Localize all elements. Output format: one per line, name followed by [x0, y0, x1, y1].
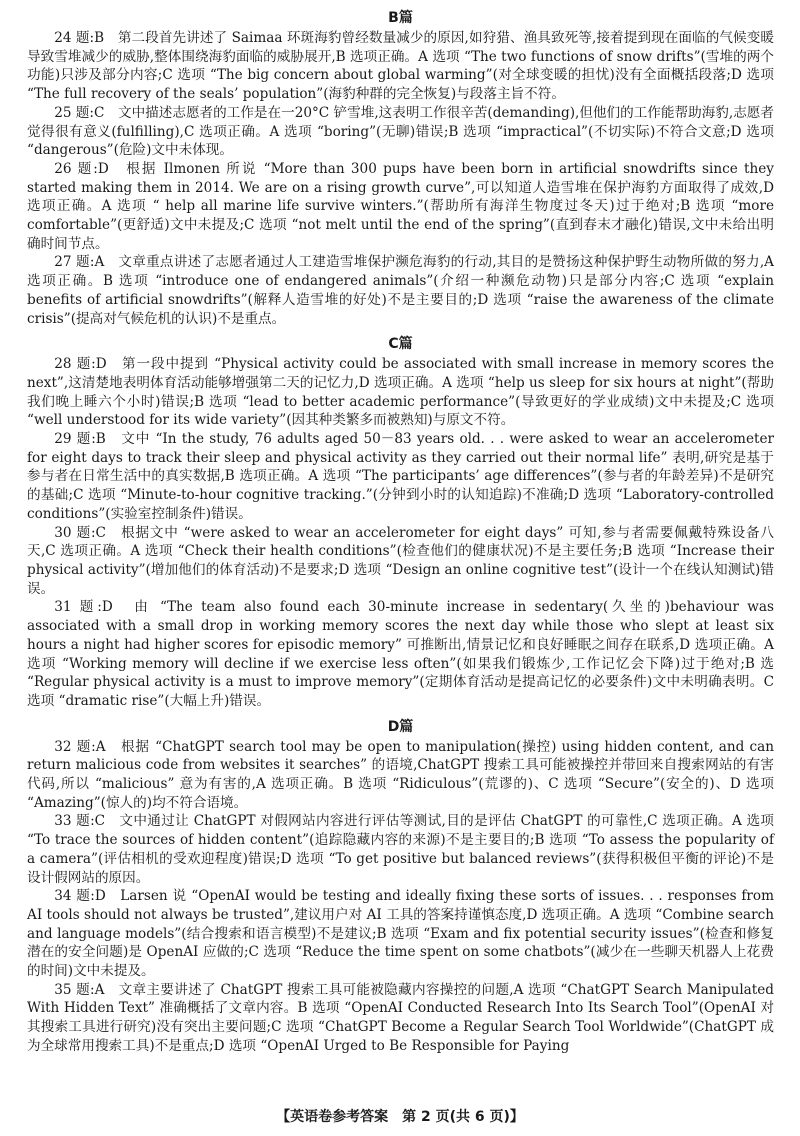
answer-34: 34 题:D Larsen 说 “OpenAI would be testing and ideally fixing these sorts of issues. . . responses from AI tools should not always be trusted”,建议用户对 AI 工具的答案持谨慎态度,D 选项正确。A 选项 “Combine search and language models”(结合搜索和语言模型)不是建议;B 选项 “Exam and fix potential security issues”(检查和修复潜在的安全问题)是 OpenAI 应做的;C 选项 “Reduce the time spent on some chatbots”(减少在一些聊天机器人上花费的时间)文中未提及。 — [27, 888, 774, 980]
answer-25: 25 题:C 文中描述志愿者的工作是在一20°C 铲雪堆,这表明工作很辛苦(demanding),但他们的工作能帮助海豹,志愿者觉得很有意义(fulfilling),C 选项正确。A 选项 “boring”(无聊)错误;B 选项 “impractical”(不切实际)不符合文意;D 选项 “dangerous”(危险)文中未体现。 — [27, 104, 774, 159]
answer-30: 30 题:C 根据文中 “were asked to wear an accelerometer for eight days” 可知,参与者需要佩戴特殊设备八天,C 选项正确。A 选项 “Check their health conditions”(检查他们的健康状况)不是主要任务;B 选项 “Increase their physical activity”(增加他们的体育活动)不是要求;D 选项 “Design an online cognitive test”(设计一个在线认知测试)错误。 — [27, 524, 774, 597]
answer-35: 35 题:A 文章主要讲述了 ChatGPT 搜索工具可能被隐藏内容操控的问题,A 选项 “ChatGPT Search Manipulated With Hidden Text” 准确概括了文章内容。B 选项 “OpenAI Conducted Research Into Its Search Tool”(OpenAI 对其搜索工具进行研究)没有突出主要问题;C 选项 “ChatGPT Become a Regular Search Tool Worldwide”(ChatGPT 成为全球常用搜索工具)不是重点;D 选项 “OpenAI Urged to Be Responsible for Paying — [27, 981, 774, 1054]
answer-29: 29 题:B 文中 “In the study, 76 adults aged 50－83 years old. . . were asked to wear an accelerometer for eight days to track their sleep and physical activity as they carried out their normal life” 表明,研究是基于参与者在日常生活中的真实数据,B 选项正确。A 选项 “The participants’ age differences”(参与者的年龄差异)不是研究的基础;C 选项 “Minute-to-hour cognitive tracking.”(分钟到小时的认知追踪)不准确;D 选项 “Laboratory-controlled conditions”(实验室控制条件)错误。 — [27, 431, 774, 522]
answer-31: 31 题:D 由 “The team also found each 30-minute increase in sedentary(久坐的)behaviour was associated with a small drop in working memory scores the next day while those who slept at least six hours a night had higher scores for episodic memory” 可推断出,情景记忆和良好睡眠之间存在联系,D 选项正确。A 选项 “Working memory will decline if we exercise less often”(如果我们锻炼少,工作记忆会下降)过于绝对;B 选 “Regular physical activity is a must to improve memory”(定期体育活动是提高记忆的必要条件)文中未明确表明。C 选项 “dramatic rise”(大幅上升)错误。 — [27, 599, 774, 709]
answer-24: 24 题:B 第二段首先讲述了 Saimaa 环斑海豹曾经数量减少的原因,如狩猎、渔具致死等,接着提到现在面临的气候变暖导致雪堆减少的威胁,整体围绕海豹面临的威胁展开,B 选项正确。A 选项 “The two functions of snow drifts”(雪堆的两个功能)只涉及部分内容;C 选项 “The big concern about global warming”(对全球变暖的担忧)没有全面概括段落;D 选项 “The full recovery of the seals’ population”(海豹种群的完全恢复)与段落主旨不符。 — [27, 30, 774, 103]
answer-33: 33 题:C 文中通过让 ChatGPT 对假网站内容进行评估等测试,目的是评估 ChatGPT 的可靠性,C 选项正确。A 选项 “To trace the sources of hidden content”(追踪隐藏内容的来源)不是主要目的;B 选项 “To assess the popularity of a camera”(评估相机的受欢迎程度)错误;D 选项 “To get positive but balanced reviews”(获得积极但平衡的评论)不是设计假网站的原因。 — [27, 813, 774, 886]
answer-26: 26 题:D 根据 Ilmonen 所说 “More than 300 pups have been born in artificial snowdrifts since they started making them in 2014. We are on a rising growth curve”,可以知道人造雪堆在保护海豹方面取得了成效,D 选项正确。A 选项 “ help all marine life survive winters.”(帮助所有海洋生物度过冬天)过于绝对;B 选项 “more comfortable”(更舒适)文中未提及;C 选项 “not melt until the end of the spring”(直到春末才融化)错误,文中未给出明确时间节点。 — [27, 160, 774, 252]
section-d-title: D篇 — [387, 718, 414, 735]
page-footer: 【英语卷参考答案 第 2 页(共 6 页)】 — [276, 1109, 524, 1125]
answer-32: 32 题:A 根据 “ChatGPT search tool may be open to manipulation(操控) using hidden content, and can return malicious code from websites it searches” 的语境,ChatGPT 搜索工具可能被操控并带回来自搜索网站的有害代码,所以 “malicious” 意为有害的,A 选项正确。B 选项 “Ridiculous”(荒谬的)、C 选项 “Secure”(安全的)、D 选项 “Amazing”(惊人的)均不符合语境。 — [27, 738, 774, 811]
section-b-title: B篇 — [388, 10, 413, 26]
answer-28: 28 题:D 第一段中提到 “Physical activity could be associated with small increase in memory scores the next”,这清楚地表明体育活动能够增强第二天的记忆力,D 选项正确。A 选项 “help us sleep for six hours at night”(帮助我们晚上睡六个小时)错误;B 选项 “lead to better academic performance”(导致更好的学业成绩)文中未提及;C 选项 “well understood for its wide variety”(因其种类繁多而被熟知)与原文不符。 — [27, 356, 774, 429]
answer-27: 27 题:A 文章重点讲述了志愿者通过人工建造雪堆保护濒危海豹的行动,其目的是赞扬这种保护野生动物所做的努力,A 选项正确。B 选项 “introduce one of endangered animals”(介绍一种濒危动物)只是部分内容;C 选项 “explain benefits of artificial snowdrifts”(解释人造雪堆的好处)不是主要目的;D 选项 “raise the awareness of the climate crisis”(提高对气候危机的认识)不是重点。 — [27, 254, 774, 327]
section-c-title: C篇 — [388, 336, 413, 353]
